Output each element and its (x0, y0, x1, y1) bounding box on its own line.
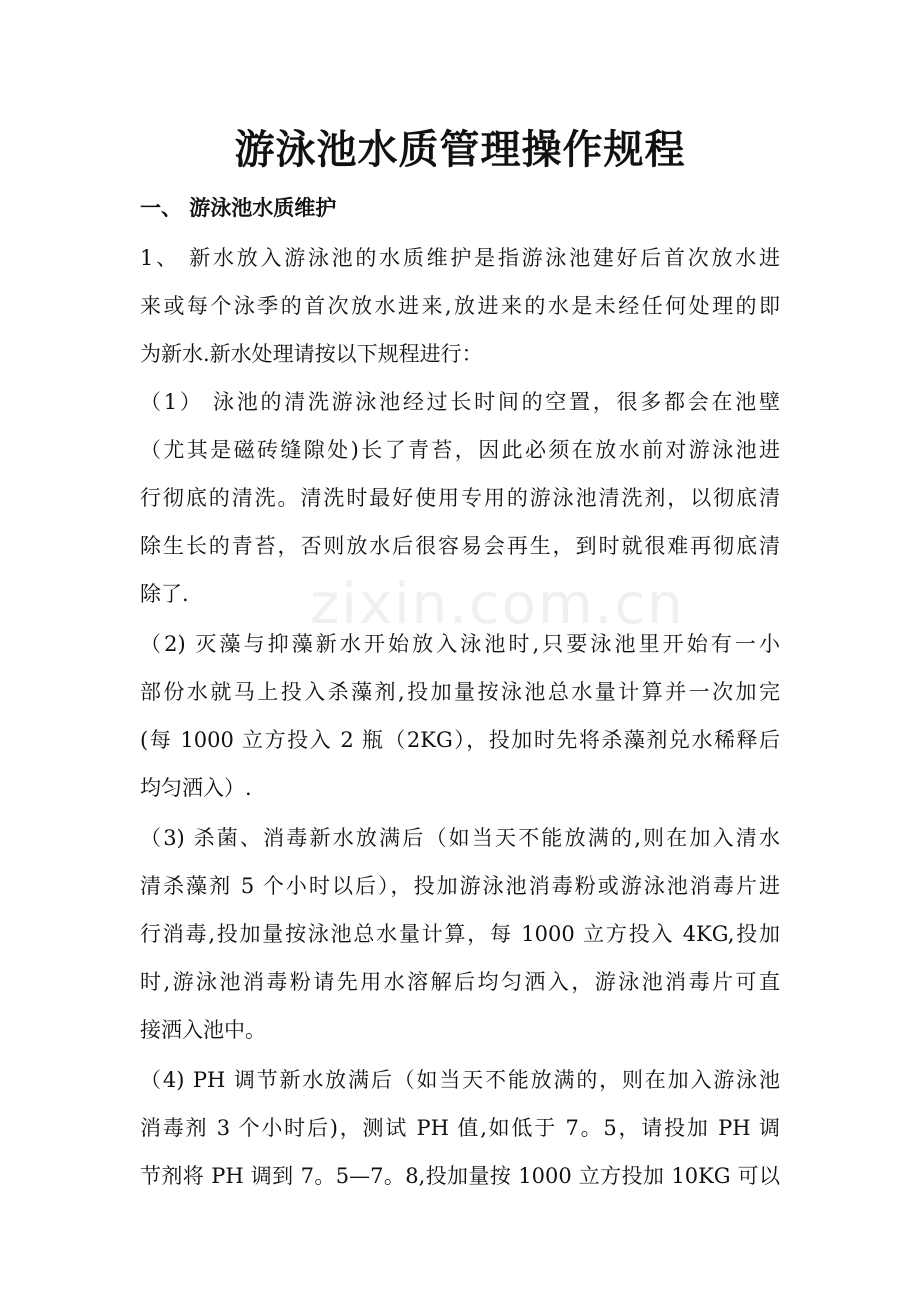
paragraph-line: 1、 新水放入游泳池的水质维护是指游泳池建好后首次放水进 (140, 246, 780, 270)
paragraph-line: 时,游泳池消毒粉请先用水溶解后均匀洒入，游泳池消毒片可直 (140, 970, 780, 994)
paragraph-line: （3) 杀菌、消毒新水放满后（如当天不能放满的,则在加入清水 (140, 826, 780, 850)
watermark: zixin.com.cn (310, 572, 685, 637)
paragraph-line: （4) PH 调节新水放满后（如当天不能放满的，则在加入游泳池 (140, 1068, 780, 1092)
paragraph-line: 消毒剂 3 个小时后)，测试 PH 值,如低于 7。5，请投加 PH 调 (140, 1116, 780, 1140)
paragraph-line: 除生长的青苔，否则放水后很容易会再生，到时就很难再彻底清 (140, 534, 780, 558)
paragraph-line: （1） 泳池的清洗游泳池经过长时间的空置，很多都会在池壁 (140, 390, 780, 414)
paragraph-line: 为新水.新水处理请按以下规程进行： (140, 342, 483, 366)
paragraph-line: 接洒入池中。 (140, 1018, 266, 1042)
paragraph-line: 行消毒,投加量按泳池总水量计算，每 1000 立方投入 4KG,投加 (140, 922, 780, 946)
paragraph-line: (每 1000 立方投入 2 瓶（2KG），投加时先将杀藻剂兑水稀释后 (140, 728, 780, 752)
paragraph-line: （尤其是磁砖缝隙处)长了青苔，因此必须在放水前对游泳池进 (140, 438, 780, 462)
paragraph-line: 除了. (140, 582, 189, 606)
section-heading: 一、 游泳池水质维护 (140, 195, 337, 220)
paragraph-line: 清杀藻剂 5 个小时以后），投加游泳池消毒粉或游泳池消毒片进 (140, 874, 780, 898)
paragraph-line: （2) 灭藻与抑藻新水开始放入泳池时,只要泳池里开始有一小 (140, 632, 780, 656)
paragraph-line: 节剂将 PH 调到 7。5—7。8,投加量按 1000 立方投加 10KG 可以 (140, 1164, 780, 1188)
document-title: 游泳池水质管理操作规程 (234, 126, 686, 173)
paragraph-line: 部份水就马上投入杀藻剂,投加量按泳池总水量计算并一次加完 (140, 680, 780, 704)
paragraph-line: 来或每个泳季的首次放水进来,放进来的水是未经任何处理的即 (140, 294, 780, 318)
paragraph-line: 行彻底的清洗。清洗时最好使用专用的游泳池清洗剂，以彻底清 (140, 486, 780, 510)
paragraph-line: 均匀洒入）. (140, 776, 252, 800)
